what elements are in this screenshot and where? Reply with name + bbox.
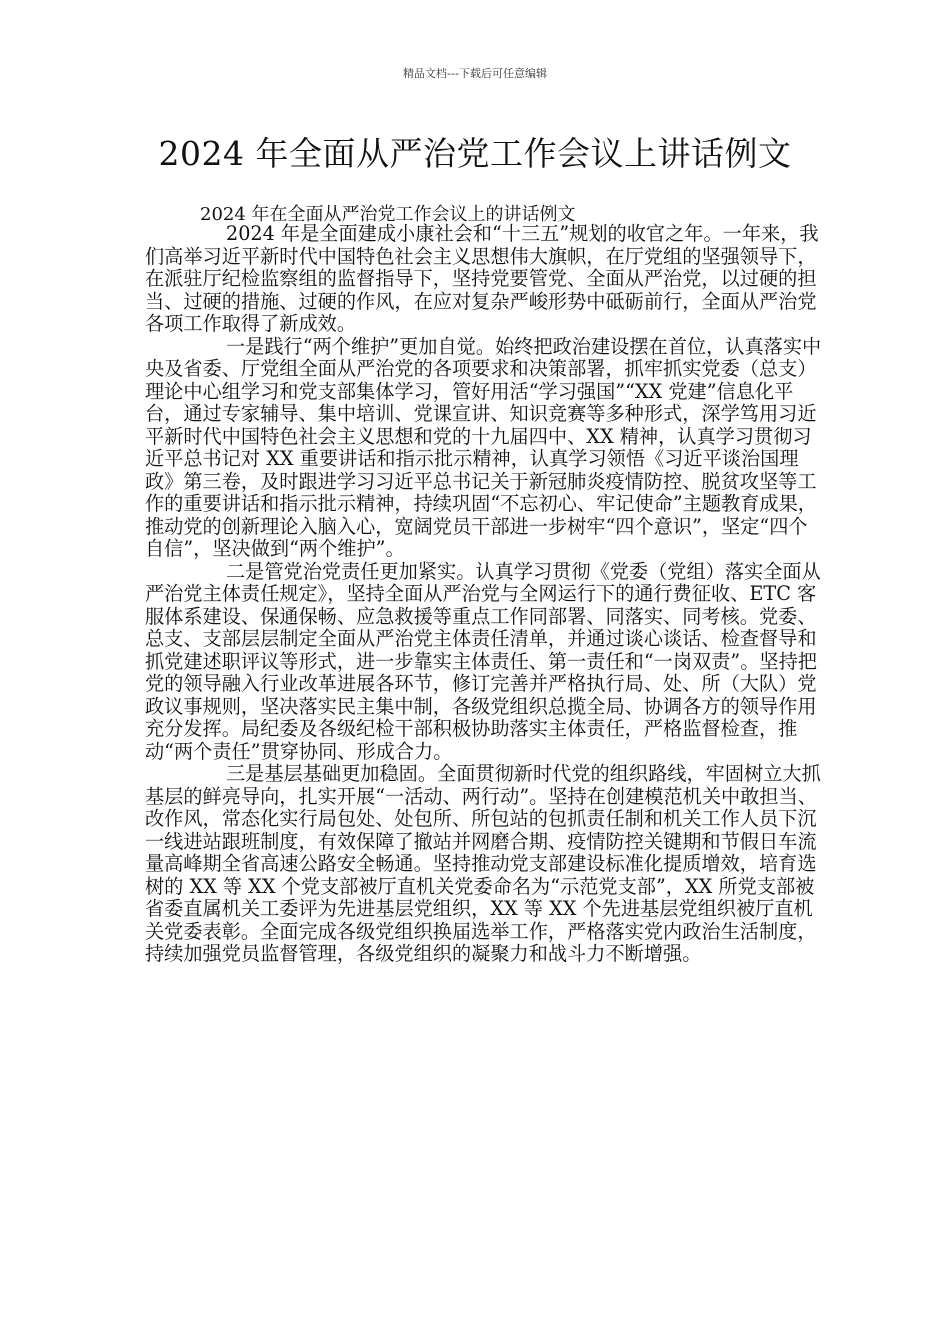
paragraph-1: 一是践行“两个维护”更加自觉。始终把政治建设摆在首位，认真落实中央及省委、厅党组全面从严治党的各项要求和决策部署，抓牢抓实党委（总支）理论中心组学习和党支部集体学习，管好用活“学习强国”“XX 党建”信息化平台，通过专家辅导、集中培训、党课宣讲、知识竞赛等多种形式，深学笃用习近平新时代中国特色社会主义思想和党的十九届四中、XX 精神，认真学习贯彻习近平总书记对 XX 重要讲话和指示批示精神，认真学习领悟《习近平谈治国理政》第三卷，及时跟进学习习近平总书记关于新冠肺炎疫情防控、脱贫攻坚等工作的重要讲话和指示批示精神，持续巩固“不忘初心、牢记使命”主题教育成果，推动党的创新理论入脑入心，宽阔党员干部进一步树牢“四个意识”，坚定“四个自信”，坚决做到“两个维护”。 [145,334,822,560]
paragraph-2: 二是管党治党责任更加紧实。认真学习贯彻《党委（党组）落实全面从严治党主体责任规定》，坚持全面从严治党与全网运行下的通行费征收、ETC 客服体系建设、保通保畅、应急救援等重点工作同部署、同落实、同考核。党委、总支、支部层层制定全面从严治党主体责任清单，并通过谈心谈话、检查督导和抓党建述职评议等形式，进一步靠实主体责任、第一责任和“一岗双责”。坚持把党的领导融入行业改革进展各环节，修订完善并严格执行局、处、所（大队）党政议事规则，坚决落实民主集中制，各级党组织总揽全局、协调各方的领导作用充分发挥。局纪委及各级纪检干部积极协助落实主体责任，严格监督检查，推动“两个责任”贯穿协同、形成合力。 [145,559,821,763]
paragraph-intro: 2024 年是全面建成小康社会和“十三五”规划的收官之年。一年来，我们高举习近平新时代中国特色社会主义思想伟大旗帜，在厅党组的坚强领导下，在派驻厅纪检监察组的监督指导下，坚持党要管党、全面从严治党，以过硬的担当、过硬的措施、过硬的作风，在应对复杂严峻形势中砥砺前行，全面从严治党各项工作取得了新成效。 [145,222,819,335]
page-header: 精品文档---下载后可任意编辑 [403,67,547,80]
paragraph-3: 三是基层基础更加稳固。全面贯彻新时代党的组织路线，牢固树立大抓基层的鲜亮导向，扎实开展“一活动、两行动”。坚持在创建模范机关中敢担当、改作风，常态化实行局包处、处包所、所包站的包抓责任制和机关工作人员下沉一线进站跟班制度，有效保障了撤站并网磨合期、疫情防控关键期和节假日车流量高峰期全省高速公路安全畅通。坚持推动党支部建设标准化提质增效，培育选树的 XX 等 XX 个党支部被厅直机关党委命名为“示范党支部”，XX 所党支部被省委直属机关工委评为先进基层党组织，XX 等 XX 个先进基层党组织被厅直机关党委表彰。全面完成各级党组织换届选举工作，严格落实党内政治生活制度，持续加强党员监督管理，各级党组织的凝聚力和战斗力不断增强。 [145,762,821,965]
document-title: 2024 年全面从严治党工作会议上讲话例文 [158,134,792,173]
document-subtitle: 2024 年在全面从严治党工作会议上的讲话例文 [200,204,576,225]
document-body [145,223,825,966]
